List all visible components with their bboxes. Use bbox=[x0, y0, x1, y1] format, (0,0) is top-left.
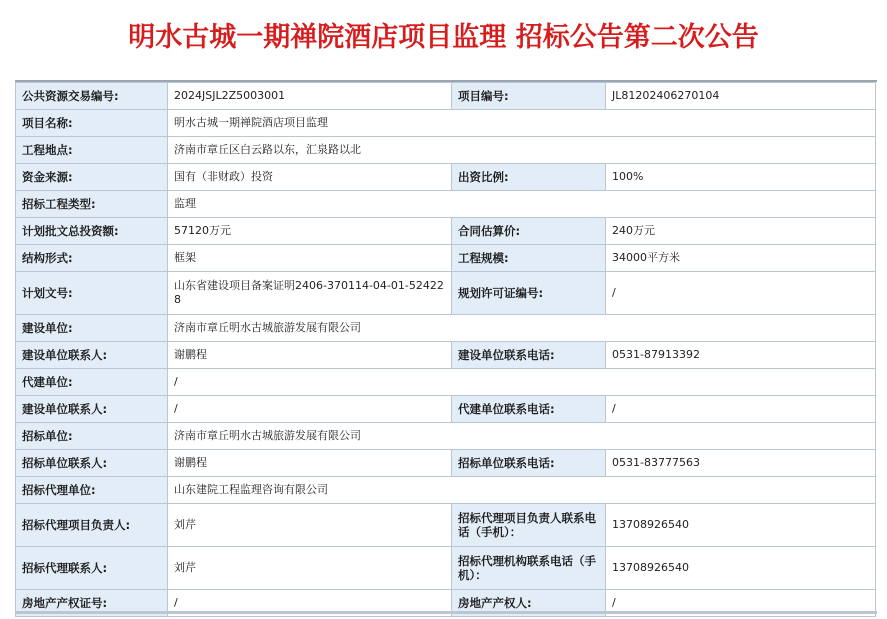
field-value: / bbox=[168, 590, 452, 617]
field-value: 济南市章丘明水古城旅游发展有限公司 bbox=[168, 315, 876, 342]
table-bottom-border bbox=[15, 611, 877, 614]
field-value: / bbox=[606, 590, 876, 617]
table-row bbox=[16, 547, 876, 590]
field-value: 国有（非财政）投资 bbox=[168, 164, 452, 191]
field-value: / bbox=[168, 369, 876, 396]
table-row bbox=[16, 396, 876, 423]
field-value: 谢鹏程 bbox=[168, 450, 452, 477]
field-value: JL81202406270104 bbox=[606, 83, 876, 110]
table-row bbox=[16, 423, 876, 450]
field-label: 招标代理单位: bbox=[16, 477, 168, 504]
field-label: 招标代理机构联系电话（手机）： bbox=[452, 547, 606, 590]
field-label: 代建单位联系电话: bbox=[452, 396, 606, 423]
field-label: 工程规模: bbox=[452, 245, 606, 272]
field-label: 招标工程类型: bbox=[16, 191, 168, 218]
field-label: 合同估算价: bbox=[452, 218, 606, 245]
field-value: / bbox=[168, 396, 452, 423]
page-title: 明水古城一期禅院酒店项目监理 招标公告第二次公告 bbox=[128, 22, 759, 53]
table-row bbox=[16, 450, 876, 477]
field-label: 招标单位联系人: bbox=[16, 450, 168, 477]
field-value: 谢鹏程 bbox=[168, 342, 452, 369]
field-value: 100% bbox=[606, 164, 876, 191]
field-value: 山东建院工程监理咨询有限公司 bbox=[168, 477, 876, 504]
field-value: 济南市章丘区白云路以东，汇泉路以北 bbox=[168, 137, 876, 164]
field-label: 代建单位: bbox=[16, 369, 168, 396]
field-label: 项目编号: bbox=[452, 83, 606, 110]
field-label: 结构形式: bbox=[16, 245, 168, 272]
field-value: / bbox=[606, 272, 876, 315]
field-label: 房地产产权人: bbox=[452, 590, 606, 617]
field-label: 规划许可证编号: bbox=[452, 272, 606, 315]
field-label: 房地产产权证号: bbox=[16, 590, 168, 617]
field-label: 招标单位: bbox=[16, 423, 168, 450]
info-table-container bbox=[15, 80, 877, 617]
field-label: 招标代理联系人: bbox=[16, 547, 168, 590]
field-value: 34000平方米 bbox=[606, 245, 876, 272]
field-label: 工程地点: bbox=[16, 137, 168, 164]
field-value: 框架 bbox=[168, 245, 452, 272]
table-row bbox=[16, 504, 876, 547]
field-value: 0531-87913392 bbox=[606, 342, 876, 369]
field-label: 招标代理项目负责人联系电话（手机）： bbox=[452, 504, 606, 547]
table-row bbox=[16, 191, 876, 218]
field-value: 监理 bbox=[168, 191, 876, 218]
field-label: 项目名称: bbox=[16, 110, 168, 137]
field-label: 公共资源交易编号: bbox=[16, 83, 168, 110]
field-value: 刘芹 bbox=[168, 504, 452, 547]
field-value: 济南市章丘明水古城旅游发展有限公司 bbox=[168, 423, 876, 450]
table-row bbox=[16, 137, 876, 164]
table-row bbox=[16, 245, 876, 272]
table-row bbox=[16, 110, 876, 137]
field-value: 2024JSJL2Z5003001 bbox=[168, 83, 452, 110]
field-label: 建设单位联系电话: bbox=[452, 342, 606, 369]
table-row bbox=[16, 272, 876, 315]
table-row bbox=[16, 315, 876, 342]
field-label: 出资比例: bbox=[452, 164, 606, 191]
table-row bbox=[16, 369, 876, 396]
field-value: 刘芹 bbox=[168, 547, 452, 590]
field-label: 建设单位: bbox=[16, 315, 168, 342]
field-value: 240万元 bbox=[606, 218, 876, 245]
table-row bbox=[16, 477, 876, 504]
field-value: 0531-83777563 bbox=[606, 450, 876, 477]
field-label: 计划文号: bbox=[16, 272, 168, 315]
field-label: 资金来源: bbox=[16, 164, 168, 191]
field-value: 明水古城一期禅院酒店项目监理 bbox=[168, 110, 876, 137]
info-table bbox=[15, 82, 876, 617]
table-row bbox=[16, 218, 876, 245]
field-label: 招标单位联系电话: bbox=[452, 450, 606, 477]
field-value: 13708926540 bbox=[606, 547, 876, 590]
field-value: 57120万元 bbox=[168, 218, 452, 245]
field-value: 13708926540 bbox=[606, 504, 876, 547]
field-label: 建设单位联系人: bbox=[16, 342, 168, 369]
table-row bbox=[16, 83, 876, 110]
field-label: 建设单位联系人: bbox=[16, 396, 168, 423]
field-label: 招标代理项目负责人: bbox=[16, 504, 168, 547]
table-row bbox=[16, 164, 876, 191]
field-label: 计划批文总投资额: bbox=[16, 218, 168, 245]
table-row bbox=[16, 342, 876, 369]
field-value: 山东省建设项目备案证明2406-370114-04-01-524228 bbox=[168, 272, 452, 315]
field-value: / bbox=[606, 396, 876, 423]
